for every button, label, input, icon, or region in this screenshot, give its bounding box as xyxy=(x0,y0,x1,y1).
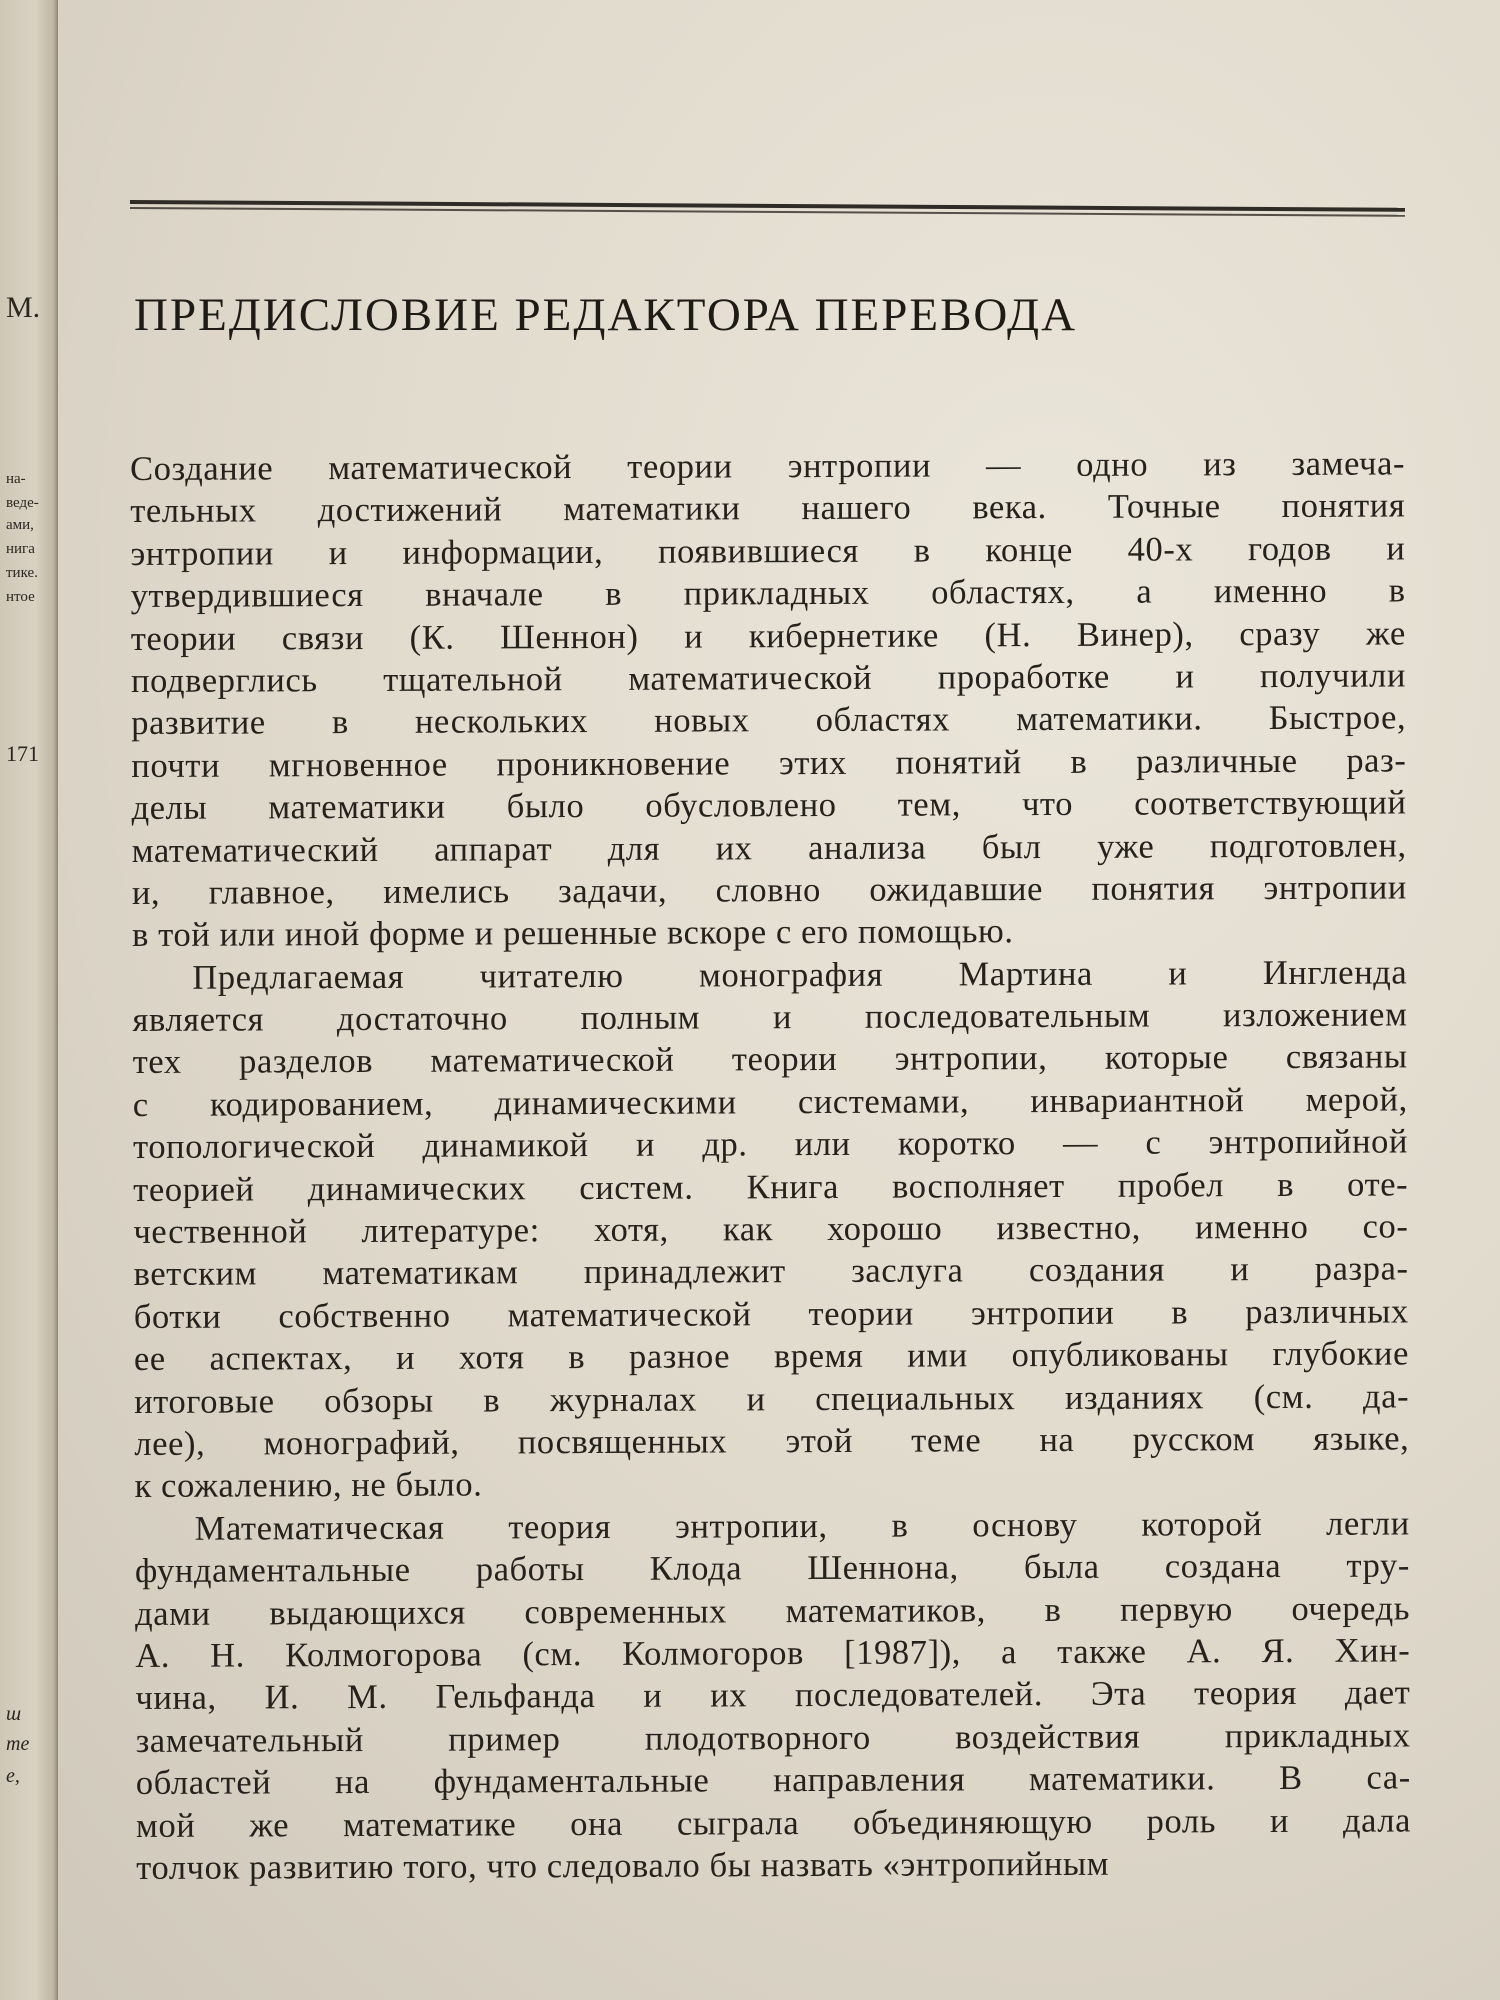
text-line: тех разделов математической теории энтропии, которые связаны xyxy=(132,1037,1408,1082)
text-line: чественной литературе: хотя, как хорошо известно, именно со- xyxy=(133,1207,1409,1252)
paragraph xyxy=(135,1502,1412,1889)
text-line: топологической динамикой и др. или коротко — с энтропийной xyxy=(132,1122,1409,1167)
text-line: развитие в нескольких новых областях математики. Быстрое, xyxy=(131,698,1407,743)
text-line: лее), монографий, посвященных этой теме на русском языке, xyxy=(134,1419,1410,1463)
text-line: итоговые обзоры в журналах и специальных изданиях (см. да- xyxy=(134,1377,1410,1421)
text-line: математический аппарат для их анализа был уже подготовлен, xyxy=(131,825,1407,870)
text-line: утвердившиеся вначале в прикладных областях, а именно в xyxy=(130,571,1406,616)
text-line: ее аспектах, и хотя в разное время ими опубликованы глубокие xyxy=(133,1334,1410,1379)
text-line: толчок развитию того, что следовало бы назвать «энтропийным xyxy=(136,1844,1110,1887)
paragraph xyxy=(132,951,1409,1508)
text-line: теории связи (К. Шеннон) и кибернетике (Н. Винер), сразу же xyxy=(130,613,1406,658)
text-line: с кодированием, динамическими системами, инвариантной мерой, xyxy=(132,1080,1408,1124)
facing-page-fragment: 171 xyxy=(6,741,39,766)
text-line: теорией динамических систем. Книга восполняет пробел в оте- xyxy=(133,1165,1409,1209)
text-line: дами выдающихся современных математиков, в первую очередь xyxy=(135,1588,1411,1633)
text-line: Создание математической теории энтропии — одно из замеча- xyxy=(130,444,1406,488)
facing-page-fragment: М. xyxy=(6,291,41,324)
facing-page-fragment: на- xyxy=(6,471,26,487)
facing-page-fragment: веде- xyxy=(6,495,39,511)
facing-page-fragment: те xyxy=(6,1733,30,1755)
body-text xyxy=(130,442,1411,1889)
text-line: к сожалению, не было. xyxy=(134,1465,483,1506)
text-line: мой же математике она сыграла объединяющую роль и дала xyxy=(135,1800,1412,1845)
paragraph xyxy=(130,442,1407,956)
text-line: подверглись тщательной математической проработке и получили xyxy=(130,656,1407,700)
text-line: областей на фундаментальные направления математики. В са- xyxy=(135,1758,1411,1803)
text-line: является достаточно полным и последовательным изложением xyxy=(132,995,1408,1040)
facing-page-fragment: е, xyxy=(6,1765,20,1787)
facing-page-edge xyxy=(0,0,58,2000)
text-line: и, главное, имелись задачи, словно ожидавшие понятия энтропии xyxy=(131,868,1408,912)
text-line: А. Н. Колмогорова (см. Колмогоров [1987]), а также А. Я. Хин- xyxy=(135,1631,1411,1675)
text-line: делы математики было обусловлено тем, что соответствующий xyxy=(131,783,1407,828)
chapter-title: ПРЕДИСЛОВИЕ РЕДАКТОРА ПЕРЕВОДА xyxy=(134,289,1078,341)
text-line: Предлагаемая читателю монография Мартина и Ингленда xyxy=(192,953,1408,997)
facing-page-fragment: ш xyxy=(6,1703,22,1725)
text-line: чина, И. М. Гельфанда и их последователей. Эта теория дает xyxy=(135,1673,1411,1718)
text-line: фундаментальные работы Клода Шеннона, была создана тру- xyxy=(134,1546,1410,1591)
text-line: почти мгновенное проникновение этих понятий в различные раз- xyxy=(131,741,1407,785)
text-line: в той или иной форме и решенные вскоре с его помощью. xyxy=(132,912,1014,955)
facing-page-fragment: нига xyxy=(6,541,35,557)
text-line: Математическая теория энтропии, в основу которой легли xyxy=(194,1504,1410,1548)
text-line: тельных достижений математики нашего века. Точные понятия xyxy=(130,486,1406,531)
facing-page-fragment: ами, xyxy=(6,517,34,533)
text-line: энтропии и информации, появившиеся в конце 40-х годов и xyxy=(130,529,1406,573)
page-content xyxy=(130,0,1420,2000)
facing-page-fragment: нтое xyxy=(6,589,35,605)
facing-page-fragment: тике. xyxy=(6,565,38,581)
text-line: замечательный пример плодотворного воздействия прикладных xyxy=(135,1716,1411,1760)
text-line: ботки собственно математической теории энтропии в различных xyxy=(133,1292,1409,1336)
text-line: ветским математикам принадлежит заслуга создания и разра- xyxy=(133,1249,1409,1294)
